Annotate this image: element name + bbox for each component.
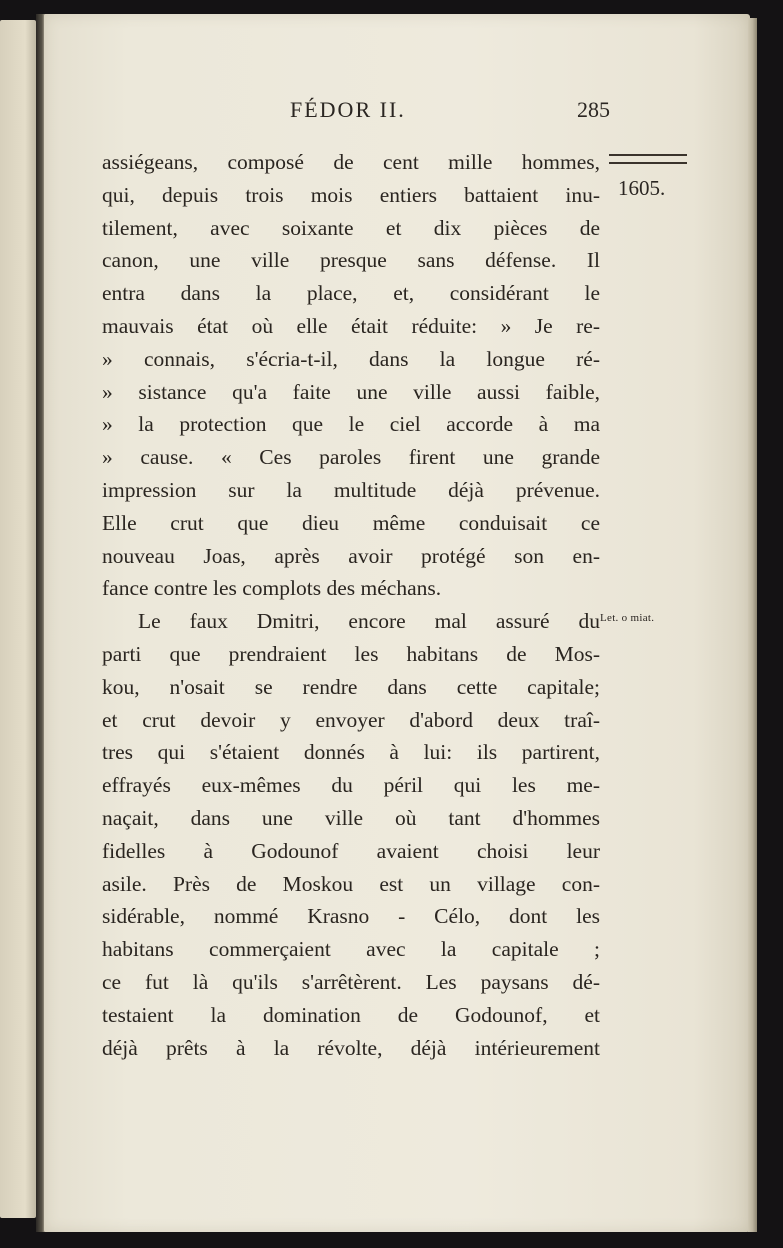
text-line: » la protection que le ciel accorde à ma [102,412,600,437]
body-text [102,146,600,1064]
text-line: nouveau Joas, après avoir protégé son en- [102,543,600,568]
text-line: canon, une ville presque sans défense. Il [102,248,600,273]
text-line: habitans commerçaient avec la capitale ; [102,937,600,962]
text-line: Le faux Dmitri, encore mal assuré du [138,609,600,634]
text-line: sidérable, nommé Krasno - Célo, dont les [102,904,600,929]
margin-year: 1605. [618,176,666,200]
text-line: testaient la domination de Godounof, et [102,1002,600,1027]
text-line: » connais, s'écria-t-il, dans la longue ré- [102,346,600,371]
running-title: FÉDOR II. [290,97,406,122]
text-line: Elle crut que dieu même conduisait ce [102,510,600,535]
text-line: tres qui s'étaient donnés à lui: ils partirent, [102,740,600,765]
text-line: assiégeans, composé de cent mille hommes, [102,150,600,174]
text-line: déjà prêts à la révolte, déjà intérieurement [102,1035,600,1060]
text-line: kou, n'osait se rendre dans cette capitale; [102,674,600,699]
text-line: entra dans la place, et, considérant le [102,281,600,306]
text-line: naçait, dans une ville où tant d'hommes [102,805,600,830]
text-line: » cause. « Ces paroles firent une grande [102,445,600,470]
text-line: ce fut là qu'ils s'arrêtèrent. Les paysans dé- [102,969,600,994]
text-line: » sistance qu'a faite une ville aussi faible, [102,379,600,404]
text-line: tilement, avec soixante et dix pièces de [102,215,600,240]
text-line: qui, depuis trois mois entiers battaient inu- [102,182,600,207]
text-line: et crut devoir y envoyer d'abord deux traî- [102,707,600,732]
page-header [290,97,610,127]
text-line: effrayés eux-mêmes du péril qui les me- [102,773,600,798]
text-line: impression sur la multitude déjà prévenue. [102,477,600,502]
text-line: asile. Près de Moskou est un village con- [102,871,600,896]
text-line: fidelles à Godounof avaient choisi leur [102,838,600,863]
margin-double-rule [609,154,687,164]
text-line: fance contre les complots des méchans. [102,576,442,601]
text-line: mauvais état où elle était réduite: » Je re- [102,313,600,338]
text-line: parti que prendraient les habitans de Mos- [102,641,600,666]
facing-page-edge [0,20,36,1218]
page-fore-edge [748,18,757,1232]
margin-note: Let. o miat. [600,612,655,624]
page-number: 285 [577,97,610,122]
